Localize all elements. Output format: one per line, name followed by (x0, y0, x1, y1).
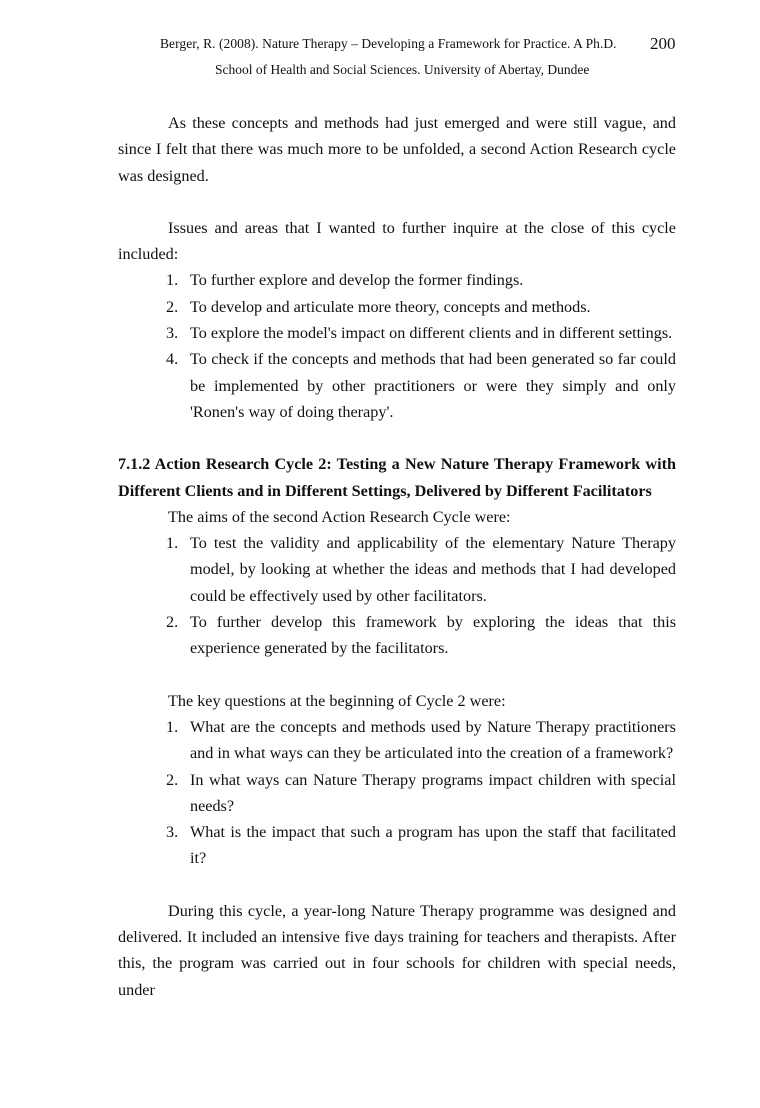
list-item (166, 267, 676, 293)
list-item (166, 294, 676, 320)
list-item-number: 3. (166, 823, 179, 842)
aims-list (118, 530, 676, 661)
list-item-number: 2. (166, 770, 179, 789)
list-item (166, 767, 676, 820)
questions-list (118, 714, 676, 872)
page-number: 200 (650, 34, 676, 53)
list-item (166, 714, 676, 767)
list-item-number: 3. (166, 324, 179, 343)
list-item-number: 1. (166, 271, 179, 290)
list-item (166, 320, 676, 346)
header-citation-line2: School of Health and Social Sciences. University of Abertay, Dundee (215, 62, 590, 77)
list-item-text: To explore the model's impact on different clients and in different settings. (190, 324, 673, 343)
list-item-text: What are the concepts and methods used by Nature Therapy practitioners and in what ways can they be articulated into the creation of a framework? (190, 717, 676, 763)
list-item (166, 530, 676, 609)
issues-list (118, 267, 676, 425)
list-item-text: To further explore and develop the former findings. (190, 271, 524, 290)
list-item-text: To develop and articulate more theory, concepts and methods. (190, 297, 591, 316)
list-item-text: To test the validity and applicability of the elementary Nature Therapy model, by looking at whether the ideas and methods that I had developed could be effectively used by other facilitators. (190, 534, 676, 605)
questions-intro: The key questions at the beginning of Cycle 2 were: (168, 691, 506, 710)
paragraph-cycle-description: During this cycle, a year-long Nature Therapy programme was designed and delivered. It included an intensive five days training for teachers and therapists. After this, the program was carried out in four schools for children with special needs, under (118, 901, 676, 999)
header-citation-line1: Berger, R. (2008). Nature Therapy – Developing a Framework for Practice. A Ph.D. (160, 36, 617, 51)
paragraph-cycle-intro: As these concepts and methods had just emerged and were still vague, and since I felt that there was much more to be unfolded, a second Action Research cycle was designed. (118, 114, 676, 185)
list-item-text: To further develop this framework by exploring the ideas that this experience generated by the facilitators. (190, 613, 676, 658)
list-item-text: In what ways can Nature Therapy programs impact children with special needs? (190, 770, 676, 815)
list-item-number: 2. (166, 613, 179, 632)
list-item-number: 4. (166, 350, 179, 369)
document-body (118, 110, 676, 1003)
aims-intro: The aims of the second Action Research Cycle were: (168, 507, 511, 526)
list-item (166, 346, 676, 425)
list-item-text: What is the impact that such a program has upon the staff that facilitated it? (190, 823, 676, 868)
list-item-number: 1. (166, 534, 179, 553)
list-item (166, 819, 676, 872)
list-item-number: 1. (166, 717, 179, 736)
list-item-number: 2. (166, 297, 179, 316)
list-item-text: To check if the concepts and methods that had been generated so far could be implemented by other practitioners or were they simply and only 'Ronen's way of doing therapy'. (190, 350, 676, 421)
list-item (166, 609, 676, 662)
paragraph-issues-intro: Issues and areas that I wanted to further inquire at the close of this cycle included: (118, 218, 676, 264)
section-heading: 7.1.2 Action Research Cycle 2: Testing a New Nature Therapy Framework with Different Clients and in Different Settings, Delivered by Different Facilitators (118, 455, 676, 500)
